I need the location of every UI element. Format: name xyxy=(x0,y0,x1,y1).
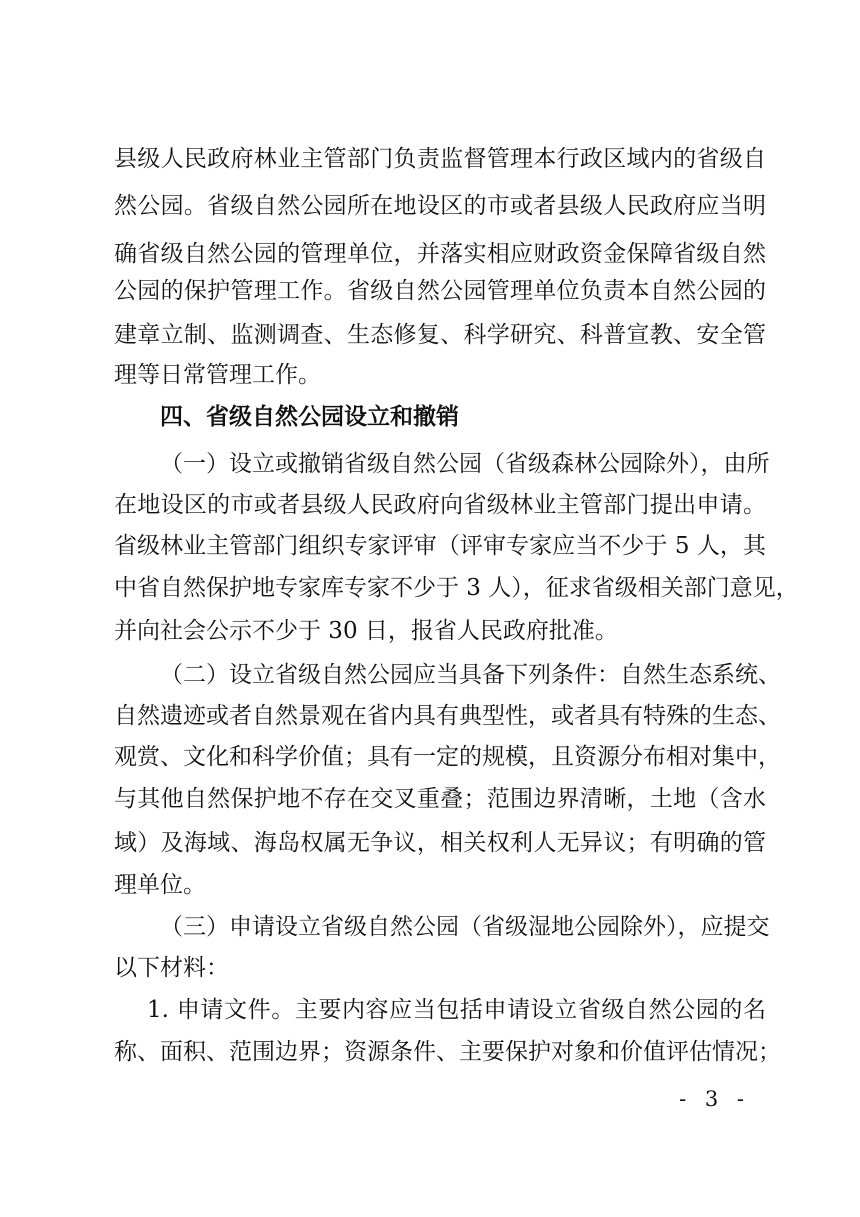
body-text-line: 与其他自然保护地不存在交叉重叠；范围边界清晰，土地（含水 xyxy=(114,786,766,812)
section-heading: 四、省级自然公园设立和撤销 xyxy=(160,404,459,430)
paragraph-start-line: （一）设立或撤销省级自然公园（省级森林公园除外），由所 xyxy=(160,451,770,477)
body-text-line: 确省级自然公园的管理单位，并落实相应财政资金保障省级自然 xyxy=(114,241,766,267)
body-text-line: 自然遗迹或者自然景观在省内具有典型性，或者具有特殊的生态、 xyxy=(114,703,781,729)
body-text-line: 建章立制、监测调查、生态修复、科学研究、科普宣教、安全管 xyxy=(114,322,766,348)
body-text-line: 理单位。 xyxy=(114,872,206,898)
body-text-line: 称、面积、范围边界；资源条件、主要保护对象和价值评估情况； xyxy=(114,1039,781,1065)
body-text-line: 域）及海域、海岛权属无争议，相关权利人无异议；有明确的管 xyxy=(114,830,766,856)
body-text-line: 以下材料： xyxy=(114,955,229,981)
body-text-line: 并向社会公示不少于 30 日，报省人民政府批准。 xyxy=(114,618,618,644)
body-text-line: 观赏、文化和科学价值；具有一定的规模，且资源分布相对集中， xyxy=(114,744,781,770)
paragraph-start-line: 1. 申请文件。主要内容应当包括申请设立省级自然公园的名 xyxy=(147,997,766,1023)
paragraph-start-line: （三）申请设立省级自然公园（省级湿地公园除外），应提交 xyxy=(160,914,770,940)
body-text-line: 然公园。省级自然公园所在地设区的市或者县级人民政府应当明 xyxy=(114,193,766,219)
body-text-line: 中省自然保护地专家库专家不少于 3 人），征求省级相关部门意见， xyxy=(114,575,799,601)
paragraph-start-line: （二）设立省级自然公园应当具备下列条件：自然生态系统、 xyxy=(160,662,781,688)
body-text-line: 公园的保护管理工作。省级自然公园管理单位负责本自然公园的 xyxy=(114,278,766,304)
body-text-line: 在地设区的市或者县级人民政府向省级林业主管部门提出申请。 xyxy=(114,492,766,518)
page-number: - 3 - xyxy=(679,1087,750,1111)
body-text-line: 省级林业主管部门组织专家评审（评审专家应当不少于 5 人，其 xyxy=(114,533,766,559)
body-text-line: 县级人民政府林业主管部门负责监督管理本行政区域内的省级自 xyxy=(114,146,766,172)
body-text-line: 理等日常管理工作。 xyxy=(114,362,321,388)
